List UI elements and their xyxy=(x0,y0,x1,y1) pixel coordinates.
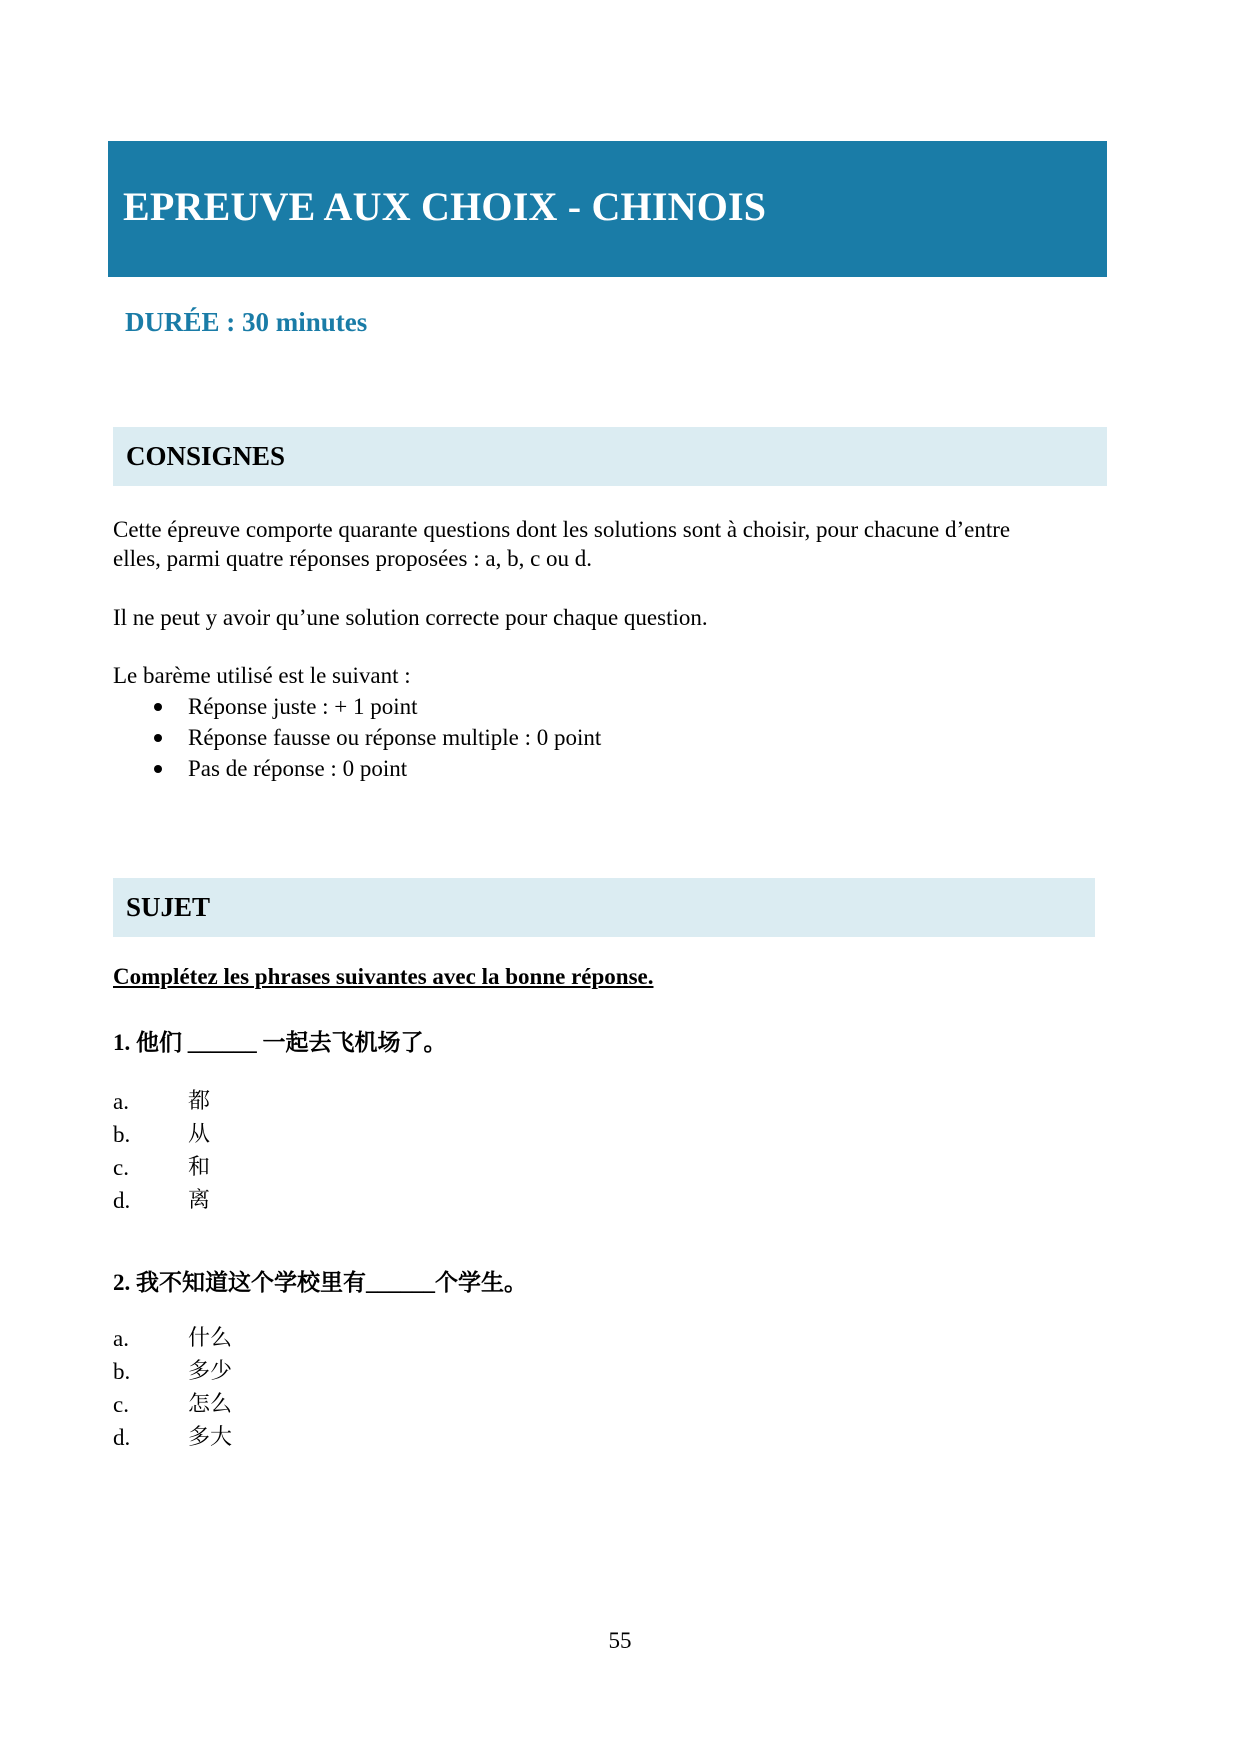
option-text: 怎么 xyxy=(188,1392,233,1417)
single-answer-rule: Il ne peut y avoir qu’une solution correcte pour chaque question. xyxy=(113,605,708,630)
page-title: EPREUVE AUX CHOIX - CHINOIS xyxy=(123,184,767,229)
duration-label: DURÉE : 30 minutes xyxy=(125,307,368,337)
question-2-prompt: 2. 我不知道这个学校里有______个学生。 xyxy=(113,1270,527,1295)
option-text: 和 xyxy=(188,1155,211,1180)
sujet-heading: SUJET xyxy=(126,892,211,922)
option-letter: d. xyxy=(113,1425,131,1450)
option-letter: d. xyxy=(113,1188,131,1213)
consignes-paragraph xyxy=(113,515,1010,573)
consignes-paragraph-line-1: Cette épreuve comporte quarante questions dont les solutions sont à choisir, pour chacune d’entre xyxy=(113,517,1011,542)
option-letter: a. xyxy=(113,1326,129,1351)
consignes-paragraph-line-2: elles, parmi quatre réponses proposées : a, b, c ou d. xyxy=(113,546,593,571)
consignes-section-header xyxy=(113,427,1107,486)
title-banner xyxy=(108,141,1107,277)
bullet-icon xyxy=(154,765,162,773)
option-letter: b. xyxy=(113,1122,131,1147)
option-text: 从 xyxy=(188,1122,211,1147)
option-text: 离 xyxy=(188,1188,211,1213)
bullet-icon xyxy=(154,734,162,742)
consignes-heading: CONSIGNES xyxy=(126,441,286,471)
bullet-icon xyxy=(154,703,162,711)
sujet-section-header xyxy=(113,878,1095,937)
option-text: 都 xyxy=(188,1089,211,1114)
scale-item-text: Réponse fausse ou réponse multiple : 0 point xyxy=(188,725,602,750)
option-letter: c. xyxy=(113,1392,129,1417)
option-letter: a. xyxy=(113,1089,129,1114)
scale-item-text: Réponse juste : + 1 point xyxy=(188,694,418,719)
scale-item-text: Pas de réponse : 0 point xyxy=(188,756,408,781)
option-text: 多大 xyxy=(188,1425,233,1450)
option-letter: c. xyxy=(113,1155,129,1180)
option-text: 什么 xyxy=(188,1326,233,1351)
page-number: 55 xyxy=(608,1628,632,1653)
option-letter: b. xyxy=(113,1359,131,1384)
question-1-prompt: 1. 他们 ______ 一起去飞机场了。 xyxy=(113,1030,447,1055)
option-text: 多少 xyxy=(188,1359,233,1384)
exercise-instruction: Complétez les phrases suivantes avec la bonne réponse. xyxy=(113,964,654,989)
scale-intro: Le barème utilisé est le suivant : xyxy=(113,663,411,688)
